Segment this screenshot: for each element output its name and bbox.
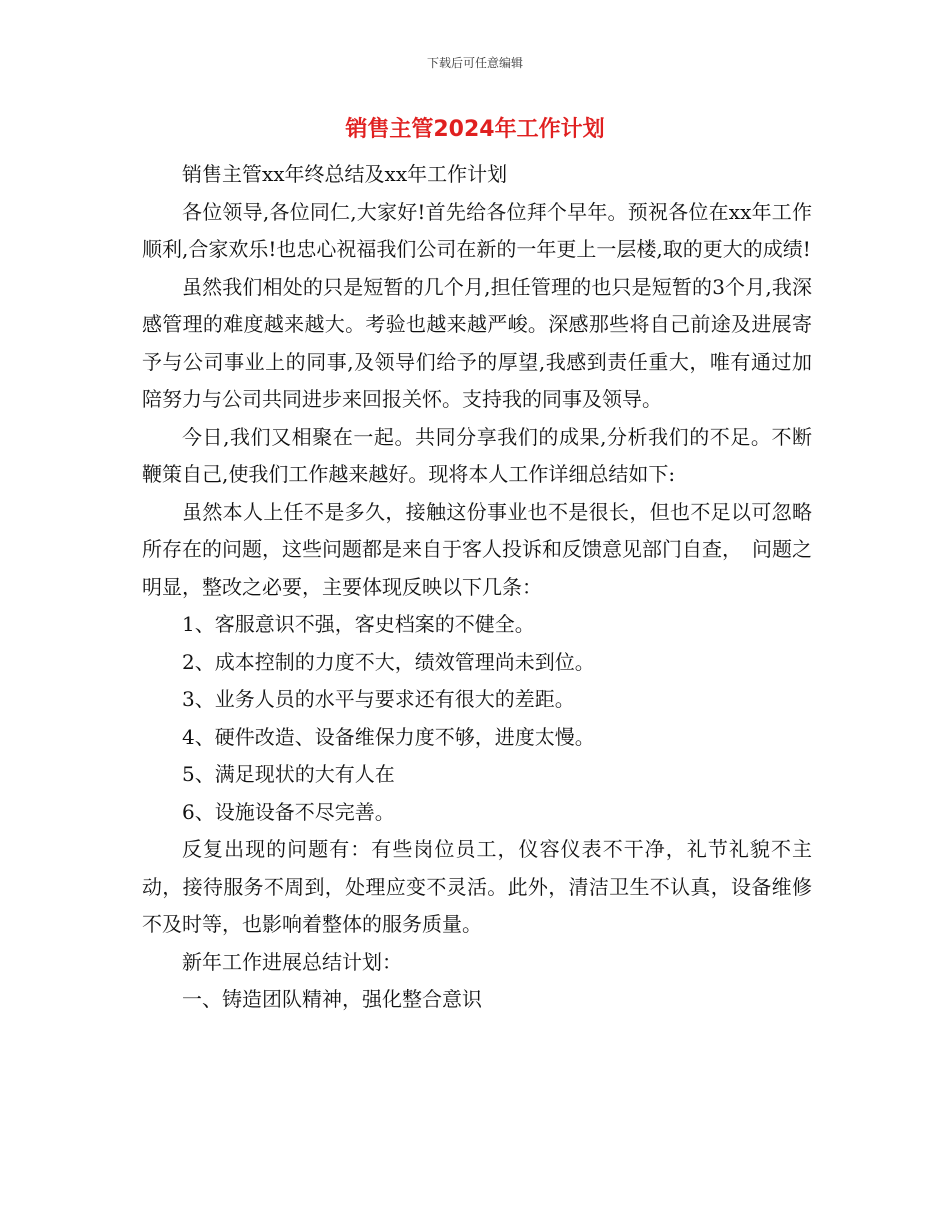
paragraph: 新年工作进展总结计划： [182, 949, 402, 974]
list-item: 5、满足现状的大有人在 [182, 762, 395, 786]
header-note: 下载后可任意编辑 [426, 56, 523, 70]
list-item: 2、成本控制的力度不大，绩效管理尚未到位。 [182, 649, 595, 674]
section-heading: 一、铸造团队精神，强化整合意识 [182, 987, 482, 1011]
document-body [142, 156, 812, 1019]
list-item: 3、业务人员的水平与要求还有很大的差距。 [182, 687, 575, 711]
paragraph: 反复出现的问题有：有些岗位员工，仪容仪表不干净，礼节礼貌不主动，接待服务不周到，处理应变不灵活。此外，清洁卫生不认真，设备维修不及时等，也影响着整体的服务质量。 [142, 837, 812, 936]
list-item: 4、硬件改造、设备维保力度不够，进度太慢。 [182, 724, 595, 749]
paragraph: 虽然我们相处的只是短暂的几个月,担任管理的也只是短暂的3个月,我深感管理的难度越来越大。考验也越来越严峻。深感那些将自己前途及进展寄予与公司事业上的同事,及领导们给予的厚望,我感到责任重大，唯有通过加陪努力与公司共同进步来回报关怀。支持我的同事及领导。 [142, 274, 812, 411]
paragraph: 各位领导,各位同仁,大家好!首先给各位拜个早年。预祝各位在xx年工作顺利,合家欢乐!也忠心祝福我们公司在新的一年更上一层楼,取的更大的成绩! [142, 199, 812, 261]
paragraph: 今日,我们又相聚在一起。共同分享我们的成果,分析我们的不足。不断鞭策自己,使我们工作越来越好。现将本人工作详细总结如下: [142, 424, 812, 486]
paragraph: 虽然本人上任不是多久，接触这份事业也不是很长，但也不足以可忽略所存在的问题，这些问题都是来自于客人投诉和反馈意见部门自查， 问题之明显，整改之必要，主要体现反映以下几条： [142, 499, 812, 599]
list-item: 1、客服意识不强，客史档案的不健全。 [182, 612, 535, 636]
list-item: 6、设施设备不尽完善。 [182, 799, 395, 824]
document-title: 销售主管2024年工作计划 [345, 117, 605, 142]
paragraph: 销售主管xx年终总结及xx年工作计划 [182, 162, 508, 186]
